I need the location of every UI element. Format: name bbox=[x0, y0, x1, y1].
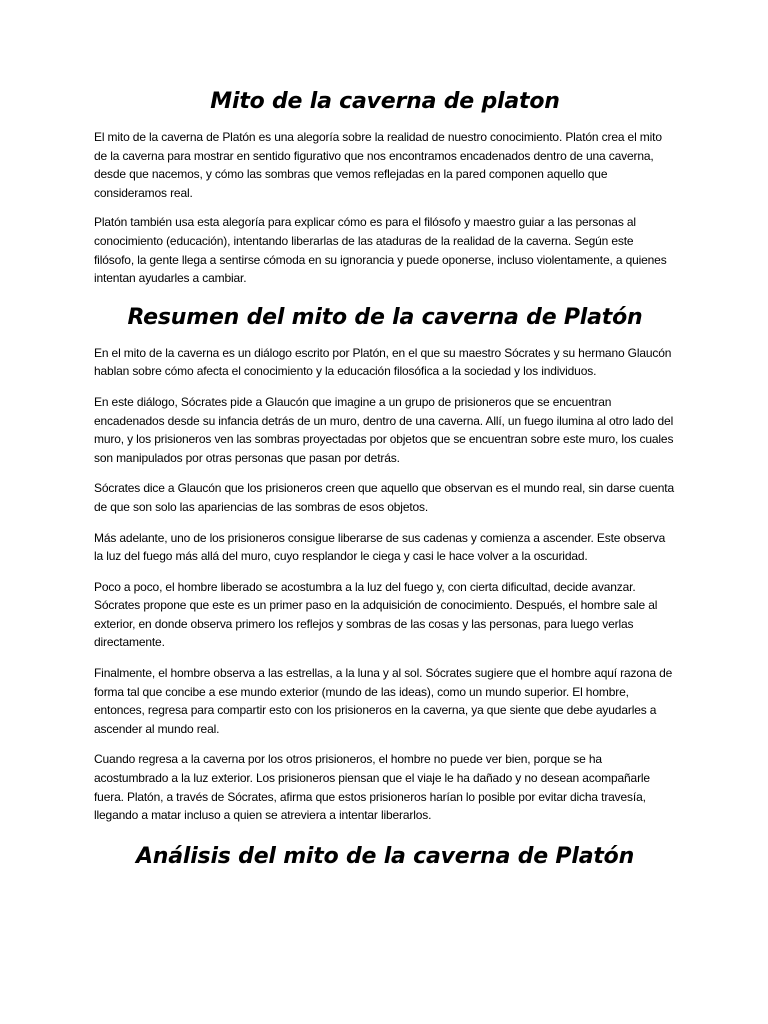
resumen-paragraph-7: Cuando regresa a la caverna por los otros prisioneros, el hombre no puede ver bien, porque se ha acostumbrado a la luz exterior. Los prisioneros piensan que el viaje le ha dañado y no desean acompañarle fuera. Platón, a través de Sócrates, afirma que estos prisioneros harían lo posible por evitar dicha travesía, llegando a matar incluso a quien se atreviera a intentar liberarlos. bbox=[94, 752, 650, 823]
intro-paragraph-2: Platón también usa esta alegoría para explicar cómo es para el filósofo y maestro guiar a las personas al conocimiento (educación), intentando liberarlas de las ataduras de la realidad de la caverna. Según este filósofo, la gente llega a sentirse cómoda en su ignorancia y puede oponerse, incluso violentamente, a quienes intentan ayudarles a cambiar. bbox=[94, 215, 667, 286]
section-heading-analisis: Análisis del mito de la caverna de Platón bbox=[135, 843, 635, 869]
resumen-paragraph-2: En este diálogo, Sócrates pide a Glaucón que imagine a un grupo de prisioneros que se encuentran encadenados desde su infancia detrás de un muro, dentro de una caverna. Allí, un fuego ilumina al otro lado del muro, y los prisioneros ven las sombras proyectadas por objetos que se encuentran sobre este muro, los cuales son manipulados por otras personas que pasan por detrás. bbox=[94, 394, 674, 465]
document-page bbox=[94, 84, 676, 875]
resumen-body bbox=[94, 344, 676, 825]
resumen-paragraph-3: Sócrates dice a Glaucón que los prisioneros creen que aquello que observan es el mundo real, sin darse cuenta de que son solo las apariencias de las sombras de esos objetos. bbox=[94, 481, 675, 514]
resumen-paragraph-5: Poco a poco, el hombre liberado se acostumbra a la luz del fuego y, con cierta dificultad, decide avanzar. Sócrates propone que este es un primer paso en la adquisición de conocimiento. Después, el hombre sale al exterior, en donde observa primero los reflejos y sombras de las cosas y las personas, para luego verlas directamente. bbox=[94, 579, 658, 650]
resumen-paragraph-6: Finalmente, el hombre observa a las estrellas, a la luna y al sol. Sócrates sugiere que el hombre aquí razona de forma tal que concibe a ese mundo exterior (mundo de las ideas), como un mundo superior. El hombre, entonces, regresa para compartir esto con los prisioneros en la caverna, ya que siente que debe ayudarles a ascender al mundo real. bbox=[94, 666, 673, 736]
intro-paragraph-1: El mito de la caverna de Platón es una alegoría sobre la realidad de nuestro conocimiento. Platón crea el mito de la caverna para mostrar en sentido figurativo que nos encontramos encadenados dentro de una caverna, desde que nacemos, y cómo las sombras que vemos reflejadas en la pared componen aquello que consideramos real. bbox=[94, 130, 662, 200]
resumen-paragraph-4: Más adelante, uno de los prisioneros consigue liberarse de sus cadenas y comienza a ascender. Este observa la luz del fuego más allá del muro, cuyo resplandor le ciega y casi le hace volver a la oscuridad. bbox=[94, 530, 666, 564]
document-title: Mito de la caverna de platon bbox=[210, 89, 560, 114]
resumen-paragraph-1: En el mito de la caverna es un diálogo escrito por Platón, en el que su maestro Sócrates y su hermano Glaucón hablan sobre cómo afecta el conocimiento y la educación filosófica a la sociedad y los individuos. bbox=[94, 345, 672, 379]
section-heading-resumen: Resumen del mito de la caverna de Platón bbox=[127, 304, 643, 330]
